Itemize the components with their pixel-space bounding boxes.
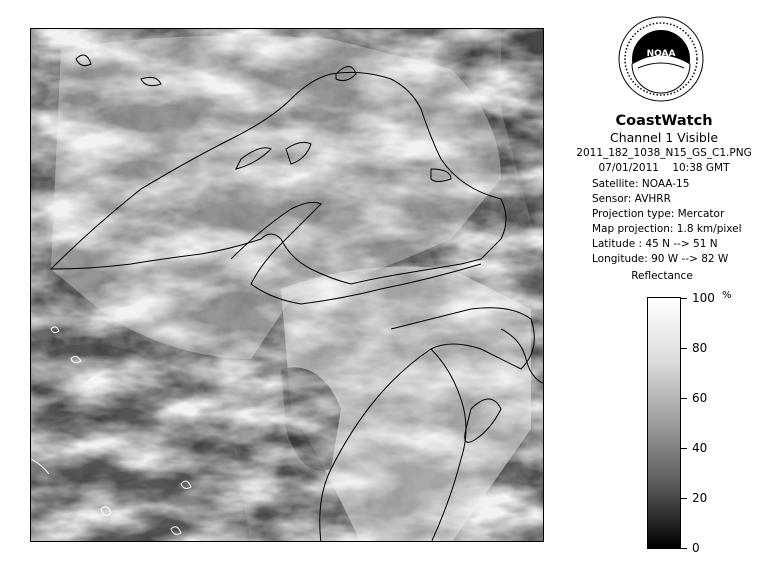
noaa-logo (618, 16, 704, 102)
datetime-label: 07/01/2011 10:38 GMT (598, 162, 730, 174)
satellite-label: Satellite: NOAA-15 (592, 178, 690, 190)
colorbar-title: Reflectance (631, 270, 693, 282)
colorbar-tick-label: 60 (692, 391, 708, 405)
colorbar (647, 297, 681, 549)
sensor-label: Sensor: AVHRR (592, 193, 671, 205)
colorbar-tick-label: 40 (692, 441, 708, 455)
satellite-image (30, 28, 544, 542)
colorbar-tick (681, 398, 687, 399)
latitude-label: Latitude : 45 N --> 51 N (592, 238, 718, 250)
colorbar-unit: % (722, 290, 732, 301)
projection-type-label: Projection type: Mercator (592, 208, 725, 220)
colorbar-tick (681, 548, 687, 549)
colorbar-tick (681, 498, 687, 499)
colorbar-tick-label: 0 (692, 541, 700, 555)
colorbar-tick-label: 80 (692, 341, 708, 355)
colorbar-tick (681, 348, 687, 349)
map-projection-label: Map projection: 1.8 km/pixel (592, 223, 742, 235)
longitude-label: Longitude: 90 W --> 82 W (592, 253, 729, 265)
colorbar-tick (681, 298, 687, 299)
cloud-texture (31, 29, 544, 542)
brand-title: CoastWatch (615, 113, 713, 129)
noaa-logo-svg (618, 16, 704, 102)
colorbar-tick-label: 20 (692, 491, 708, 505)
satellite-image-svg (31, 29, 544, 542)
colorbar-tick (681, 448, 687, 449)
channel-label: Channel 1 Visible (609, 130, 719, 145)
colorbar-tick-label: 100 (692, 291, 715, 305)
filename-label: 2011_182_1038_N15_GS_C1.PNG (576, 147, 752, 159)
logo-center-text: NOAA (646, 49, 676, 59)
